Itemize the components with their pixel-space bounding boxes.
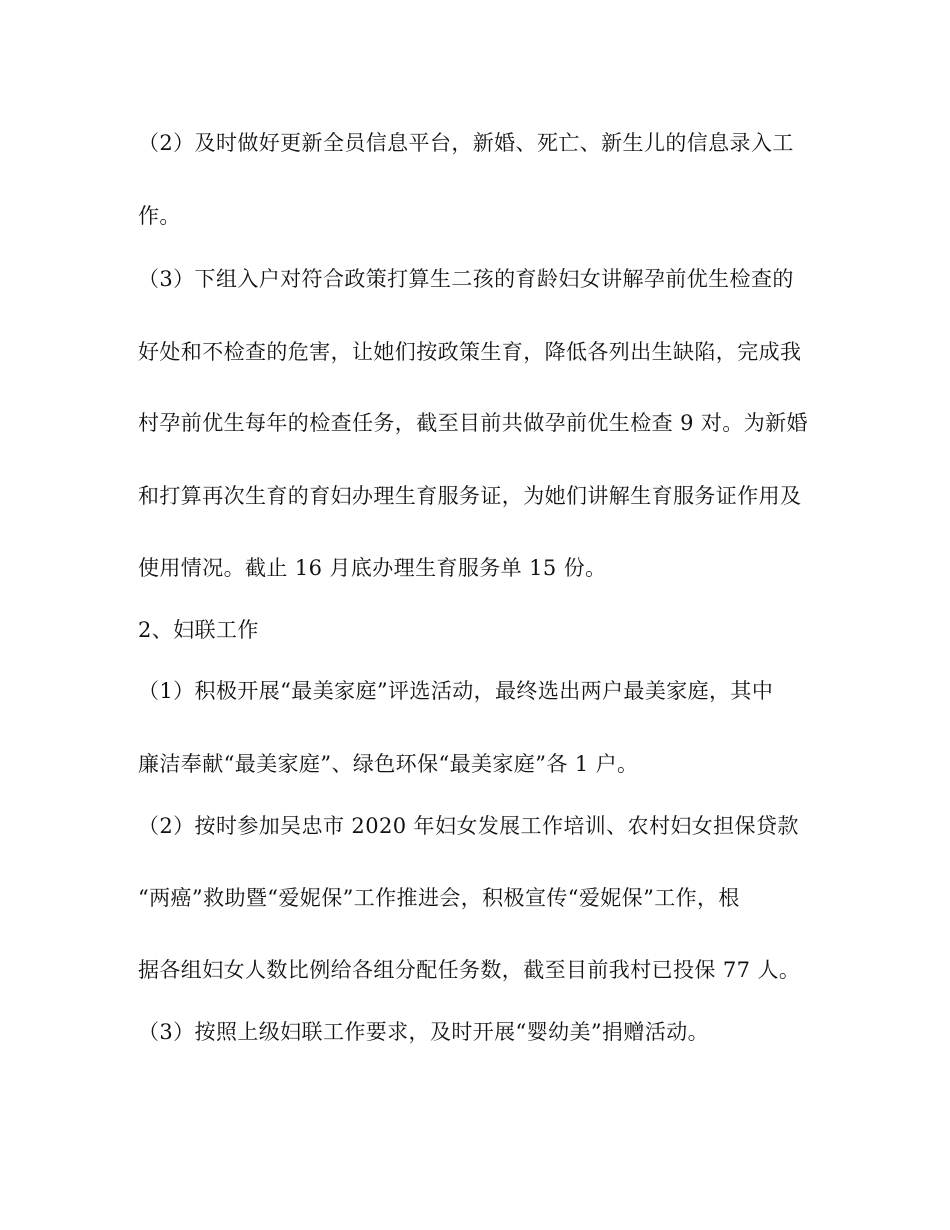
text-line: （3）下组入户对符合政策打算生二孩的育龄妇女讲解孕前优生检查的 [138, 267, 794, 291]
text-line: 廉洁奉献“最美家庭”、绿色环保“最美家庭”各 1 户。 [138, 752, 639, 776]
text-line: （1）积极开展“最美家庭”评选活动，最终选出两户最美家庭，其中 [138, 679, 774, 703]
text-line: 好处和不检查的危害，让她们按政策生育，降低各列出生缺陷，完成我 [138, 340, 802, 364]
text-line: （3）按照上级妇联工作要求，及时开展“婴幼美”捐赠活动。 [138, 1020, 710, 1044]
text-line: 据各组妇女人数比例给各组分配任务数，截至目前我村已投保 77 人。 [138, 958, 801, 982]
text-line: 村孕前优生每年的检查任务，截至目前共做孕前优生检查 9 对。为新婚 [138, 411, 808, 435]
section-heading: 2、妇联工作 [138, 618, 259, 642]
text-line: （2）及时做好更新全员信息平台，新婚、死亡、新生儿的信息录入工 [138, 131, 794, 155]
text-line: 作。 [138, 204, 181, 228]
text-line: （2）按时参加吴忠市 2020 年妇女发展工作培训、农村妇女担保贷款 [138, 814, 799, 838]
text-line: “两癌”救助暨“爱妮保”工作推进会，积极宣传“爱妮保”工作，根 [138, 886, 740, 910]
text-line: 使用情况。截止 16 月底办理生育服务单 15 份。 [138, 556, 607, 580]
text-line: 和打算再次生育的育妇办理生育服务证，为她们讲解生育服务证作用及 [138, 484, 802, 508]
